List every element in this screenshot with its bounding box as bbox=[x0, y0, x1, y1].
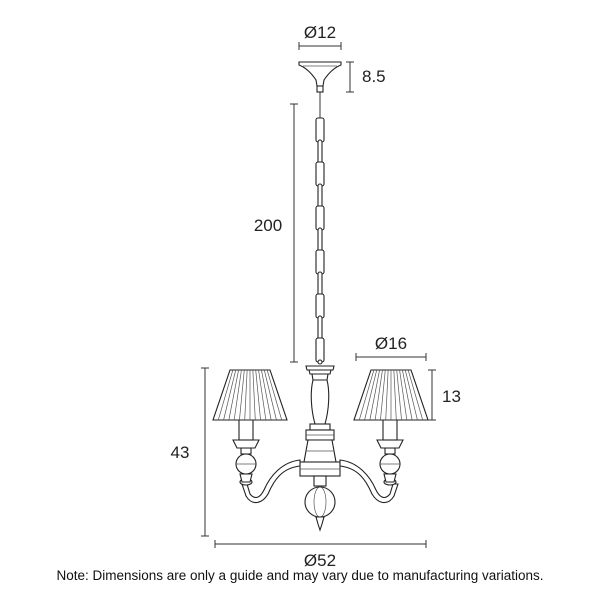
body-height-dimension bbox=[171, 368, 209, 536]
canopy-diameter-label: Ø12 bbox=[303, 23, 337, 42]
shade-height-dimension bbox=[428, 370, 461, 420]
overall-diameter-dimension bbox=[215, 540, 426, 570]
body-height-label: 43 bbox=[170, 443, 190, 462]
canopy-height-label: 8.5 bbox=[362, 67, 386, 86]
disclaimer-note: Note: Dimensions are only a guide and may vary due to manufacturing variations. bbox=[56, 568, 544, 583]
left-lamp-shade bbox=[213, 370, 287, 420]
ceiling-canopy bbox=[299, 62, 341, 92]
canopy-height-dimension bbox=[346, 62, 386, 92]
shade-diameter-dimension bbox=[356, 334, 426, 361]
left-lamp-holder bbox=[233, 418, 259, 485]
chain-length-dimension bbox=[254, 104, 298, 362]
shade-diameter-label: Ø16 bbox=[374, 334, 408, 353]
chain-length-label: 200 bbox=[253, 216, 283, 235]
central-stem bbox=[300, 366, 340, 530]
suspension-chain bbox=[316, 92, 324, 364]
right-lamp-shade bbox=[354, 370, 428, 420]
overall-diameter-label: Ø52 bbox=[303, 551, 337, 570]
right-lamp-holder bbox=[377, 418, 403, 485]
shade-height-label: 13 bbox=[442, 387, 461, 406]
canopy-diameter-dimension bbox=[299, 23, 341, 50]
